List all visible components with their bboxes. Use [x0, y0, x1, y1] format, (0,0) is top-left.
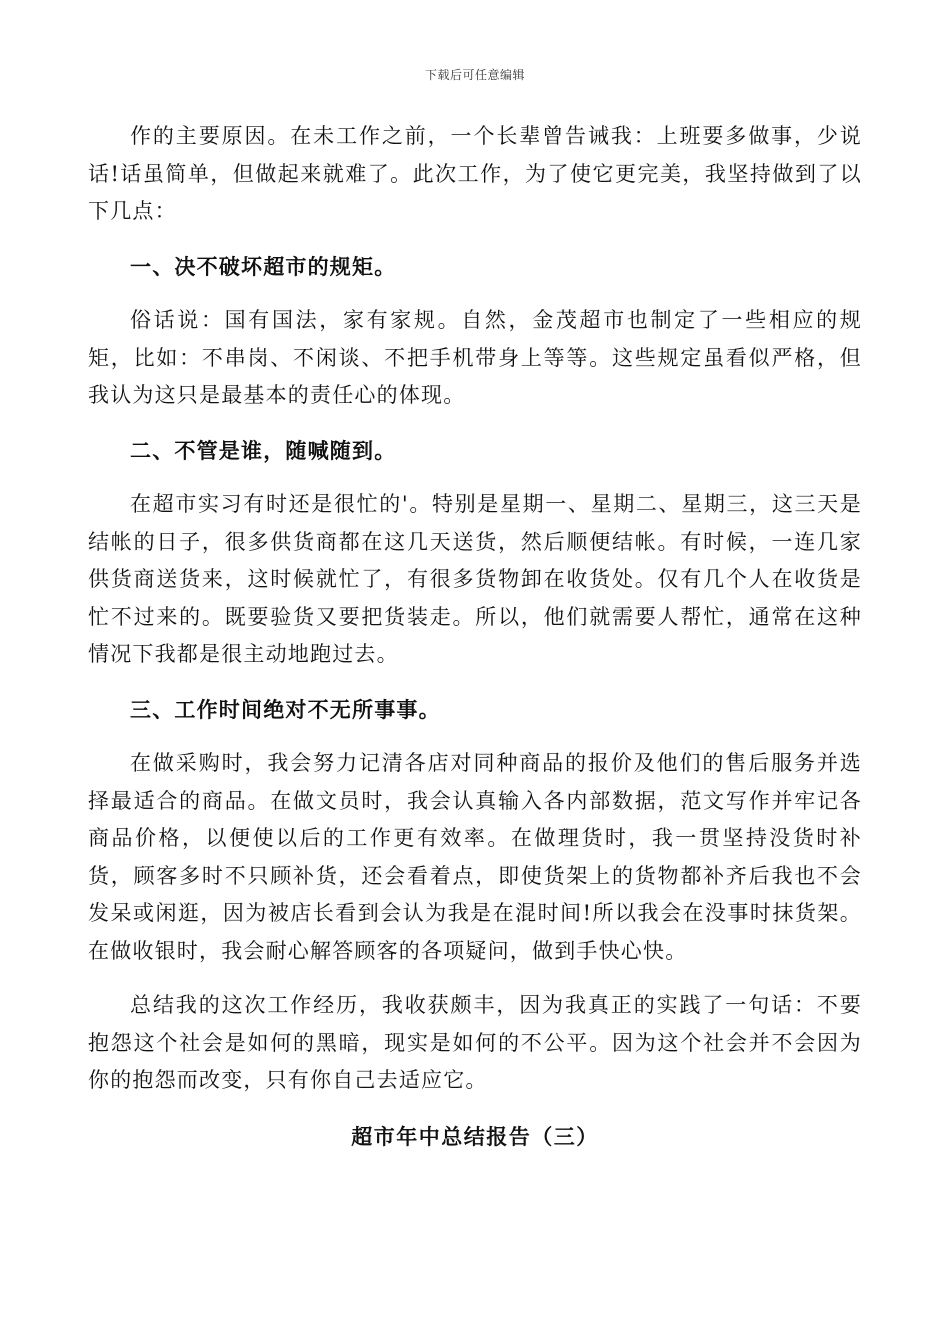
heading-busy: 三、工作时间绝对不无所事事。: [130, 696, 441, 722]
on-call-paragraph: 在超市实习有时还是很忙的'。特别是星期一、星期二、星期三，这三天是结帐的日子，很多供货商都在这几天送货，然后顺便结帐。有时候，一连几家供货商送货来，这时候就忙了，有很多货物卸在收货处。仅有几个人在收货是忙不过来的。既要验货又要把货装走。所以，他们就需要人帮忙，通常在这种情况下我都是很主动地跑过去。: [88, 492, 862, 666]
heading-rules: 一、决不破坏超市的规矩。: [130, 253, 397, 279]
intro-paragraph: 作的主要原因。在未工作之前，一个长辈曾告诫我：上班要多做事，少说话!话虽简单，但做起来就难了。此次工作，为了使它更完美，我坚持做到了以下几点：: [88, 124, 862, 223]
rules-paragraph: 俗话说：国有国法，家有家规。自然，金茂超市也制定了一些相应的规矩，比如：不串岗、不闲谈、不把手机带身上等等。这些规定虽看似严格，但我认为这只是最基本的责任心的体现。: [88, 308, 862, 407]
busy-paragraph: 在做采购时，我会努力记清各店对同种商品的报价及他们的售后服务并选择最适合的商品。在做文员时，我会认真输入各内部数据，范文写作并牢记各商品价格，以便使以后的工作更有效率。在做理货时，我一贯坚持没货时补货，顾客多时不只顾补货，还会看着点，即使货架上的货物都补齐后我也不会发呆或闲逛，因为被店长看到会认为我是在混时间!所以我会在没事时抹货架。在做收银时，我会耐心解答顾客的各项疑问，做到手快心快。: [88, 751, 862, 963]
heading-on-call: 二、不管是谁，随喊随到。: [130, 437, 397, 463]
header-note: 下载后可任意编辑: [424, 68, 525, 82]
summary-paragraph: 总结我的这次工作经历，我收获颇丰，因为我真正的实践了一句话：不要抱怨这个社会是如何的黑暗，现实是如何的不公平。因为这个社会并不会因为你的抱怨而改变，只有你自己去适应它。: [88, 993, 862, 1092]
document-body: [88, 118, 862, 1155]
section-title: 超市年中总结报告（三）: [351, 1123, 599, 1149]
